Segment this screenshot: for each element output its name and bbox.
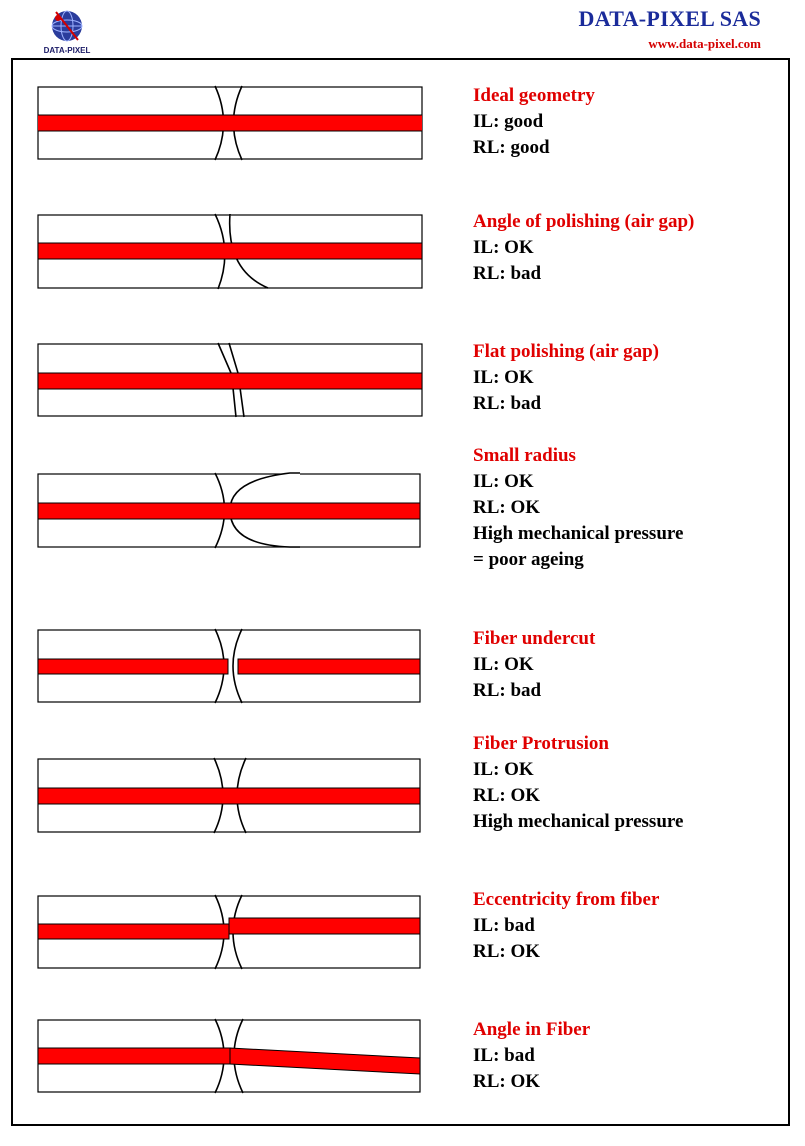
- case-line: IL: bad: [473, 1045, 535, 1066]
- case-title: Angle of polishing (air gap): [473, 211, 695, 232]
- case-line: RL: OK: [473, 941, 541, 962]
- diagram-small-radius: [38, 473, 420, 548]
- diagram-flat-polishing: [38, 343, 422, 417]
- case-line: IL: good: [473, 111, 544, 132]
- case-title: Flat polishing (air gap): [473, 341, 659, 362]
- caption-flat-polishing: [473, 339, 659, 417]
- case-line: IL: bad: [473, 915, 535, 936]
- case-line: RL: OK: [473, 785, 541, 806]
- case-line: RL: bad: [473, 263, 542, 284]
- case-line: RL: OK: [473, 497, 541, 518]
- caption-ideal-geometry: [473, 83, 595, 161]
- case-line: High mechanical pressure: [473, 811, 684, 832]
- case-line: IL: OK: [473, 471, 534, 492]
- diagram-eccentricity: [38, 895, 420, 969]
- case-line: IL: OK: [473, 237, 534, 258]
- case-line: RL: good: [473, 137, 550, 158]
- case-title: Small radius: [473, 445, 576, 466]
- diagram-fiber-protrusion: [38, 758, 420, 833]
- case-line: IL: OK: [473, 654, 534, 675]
- case-line: RL: OK: [473, 1071, 541, 1092]
- case-title: Fiber undercut: [473, 628, 596, 649]
- case-title: Angle in Fiber: [473, 1019, 591, 1040]
- case-line: IL: OK: [473, 759, 534, 780]
- case-title: Eccentricity from fiber: [473, 889, 660, 910]
- case-title: Fiber Protrusion: [473, 733, 609, 754]
- case-line: RL: bad: [473, 680, 542, 701]
- logo-text: DATA-PIXEL: [43, 46, 91, 55]
- caption-eccentricity: [473, 887, 659, 965]
- case-line: = poor ageing: [473, 549, 584, 570]
- caption-small-radius: [473, 443, 683, 573]
- diagram-angle-in-fiber: [38, 1019, 420, 1093]
- diagram-fiber-undercut: [38, 629, 420, 703]
- caption-angle-polishing: [473, 209, 694, 287]
- case-line: RL: bad: [473, 393, 542, 414]
- company-name: DATA-PIXEL SAS: [578, 6, 761, 31]
- case-title: Ideal geometry: [473, 85, 595, 106]
- caption-fiber-protrusion: [473, 731, 683, 835]
- diagram-ideal-geometry: [38, 86, 422, 160]
- caption-angle-in-fiber: [473, 1017, 590, 1095]
- company-website[interactable]: www.data-pixel.com: [648, 36, 761, 51]
- case-line: High mechanical pressure: [473, 523, 684, 544]
- diagram-angle-polishing: [38, 214, 422, 289]
- case-line: IL: OK: [473, 367, 534, 388]
- caption-fiber-undercut: [473, 626, 595, 704]
